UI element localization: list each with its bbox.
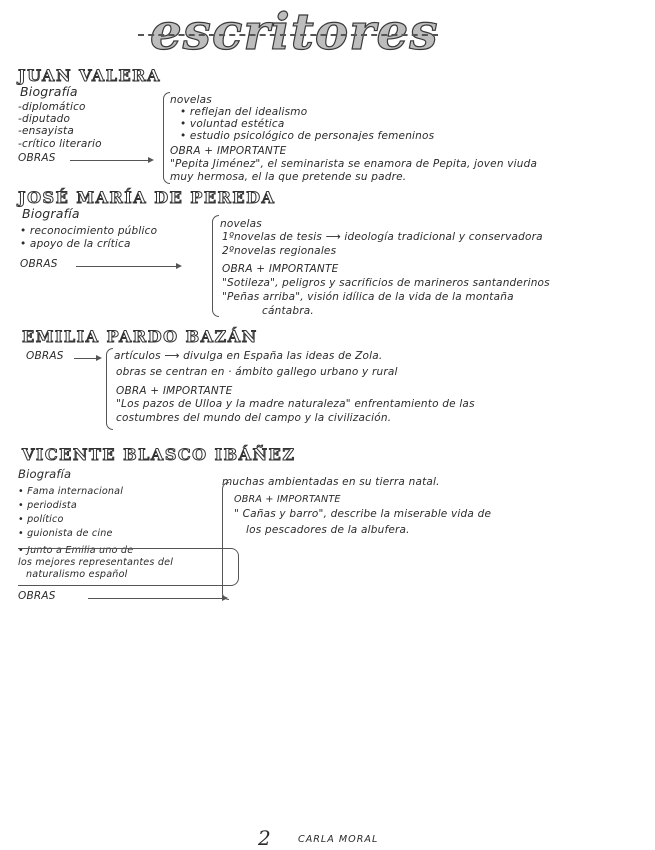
obras-label-pereda: OBRAS (20, 258, 58, 270)
author-heading-pereda: JOSÉ MARÍA DE PEREDA (18, 188, 276, 207)
obras-label-blasco: OBRAS (18, 590, 56, 602)
obra-text-pereda-2: "Peñas arriba", visión idílica de la vida de la montaña (222, 291, 514, 303)
obra-text-pereda-3: cántabra. (262, 305, 314, 317)
obra-heading-pereda: OBRA + IMPORTANTE (222, 263, 339, 275)
author-heading-valera: JUAN VALERA (18, 66, 161, 85)
blasco-right-line-4: los pescadores de la albufera. (246, 524, 410, 536)
novela-feature-valera-3: • estudio psicológico de personajes femeninos (180, 130, 435, 142)
obra-text-valera-2: muy hermosa, el la que pretende su padre. (170, 171, 407, 183)
bio-item-blasco-1: • Fama internacional (18, 486, 124, 497)
bio-heading-pereda: Biografía (22, 206, 80, 221)
page-number: 2 (258, 826, 271, 850)
pardo-line-3: OBRA + IMPORTANTE (116, 385, 233, 397)
blasco-note-3: naturalismo español (26, 569, 128, 580)
author-heading-blasco: VICENTE BLASCO IBÁÑEZ (22, 445, 296, 464)
arrow-pereda (76, 266, 180, 267)
blasco-right-line-3: " Cañas y barro", describe la miserable vida de (234, 508, 492, 520)
bio-item-pereda-2: • apoyo de la crítica (20, 238, 131, 250)
bio-item-blasco-2: • periodista (18, 500, 77, 511)
author-signature: CARLA MORAL (298, 834, 379, 845)
novela-feature-valera-1: • reflejan del idealismo (180, 106, 308, 118)
arrow-blasco (88, 598, 226, 599)
bio-item-valera-4: -crítico literario (18, 138, 102, 150)
novelas-heading-pereda: novelas (220, 218, 262, 230)
bio-item-valera-1: -diplomático (18, 101, 86, 113)
bio-item-blasco-3: • político (18, 514, 64, 525)
title-strike-line (138, 34, 438, 36)
blasco-right-line-1: muchas ambientadas en su tierra natal. (222, 476, 440, 488)
title-block (150, 0, 439, 62)
bracket-valera (163, 92, 170, 184)
bio-item-valera-2: -diputado (18, 113, 71, 125)
obra-heading-valera: OBRA + IMPORTANTE (170, 145, 287, 157)
author-heading-pardo: EMILIA PARDO BAZÁN (22, 327, 258, 346)
bio-heading-blasco: Biografía (18, 467, 72, 481)
novelas-heading-valera: novelas (170, 94, 212, 106)
bracket-blasco (222, 482, 229, 600)
arrow-pardo (74, 358, 100, 359)
pardo-line-2: obras se centran en · ámbito gallego urbano y rural (116, 366, 398, 378)
obra-text-pereda-1: "Sotileza", peligros y sacrificios de marineros santanderinos (222, 277, 550, 289)
novela-type-pereda-2: 2ºnovelas regionales (222, 245, 337, 257)
obras-label-valera: OBRAS (18, 152, 56, 164)
bio-item-pereda-1: • reconocimiento público (20, 225, 158, 237)
bracket-pereda (212, 215, 219, 317)
obra-text-valera-1: "Pepita Jiménez", el seminarista se enamora de Pepita, joven viuda (170, 158, 538, 170)
bio-heading-valera: Biografía (20, 84, 78, 99)
pardo-line-4: "Los pazos de Ulloa y la madre naturaleza" enfrentamiento de las (116, 398, 475, 410)
bio-item-blasco-4: • guionista de cine (18, 528, 113, 539)
bracket-blasco-note (18, 548, 239, 586)
arrow-valera (70, 160, 152, 161)
bio-item-valera-3: -ensayista (18, 125, 74, 137)
bracket-pardo (106, 348, 113, 430)
novela-type-pereda-1: 1ºnovelas de tesis ⟶ ideología tradicional y conservadora (222, 231, 543, 243)
blasco-note-1: • Junto a Emilia uno de (18, 545, 134, 556)
blasco-note-2: los mejores representantes del (18, 557, 174, 568)
obras-label-pardo: OBRAS (26, 350, 64, 362)
pardo-line-5: costumbres del mundo del campo y la civilización. (116, 412, 392, 424)
blasco-right-line-2: OBRA + IMPORTANTE (234, 494, 341, 505)
novela-feature-valera-2: • voluntad estética (180, 118, 285, 130)
pardo-line-1: artículos ⟶ divulga en España las ideas de Zola. (114, 350, 383, 362)
page-title: escritores (150, 2, 439, 61)
